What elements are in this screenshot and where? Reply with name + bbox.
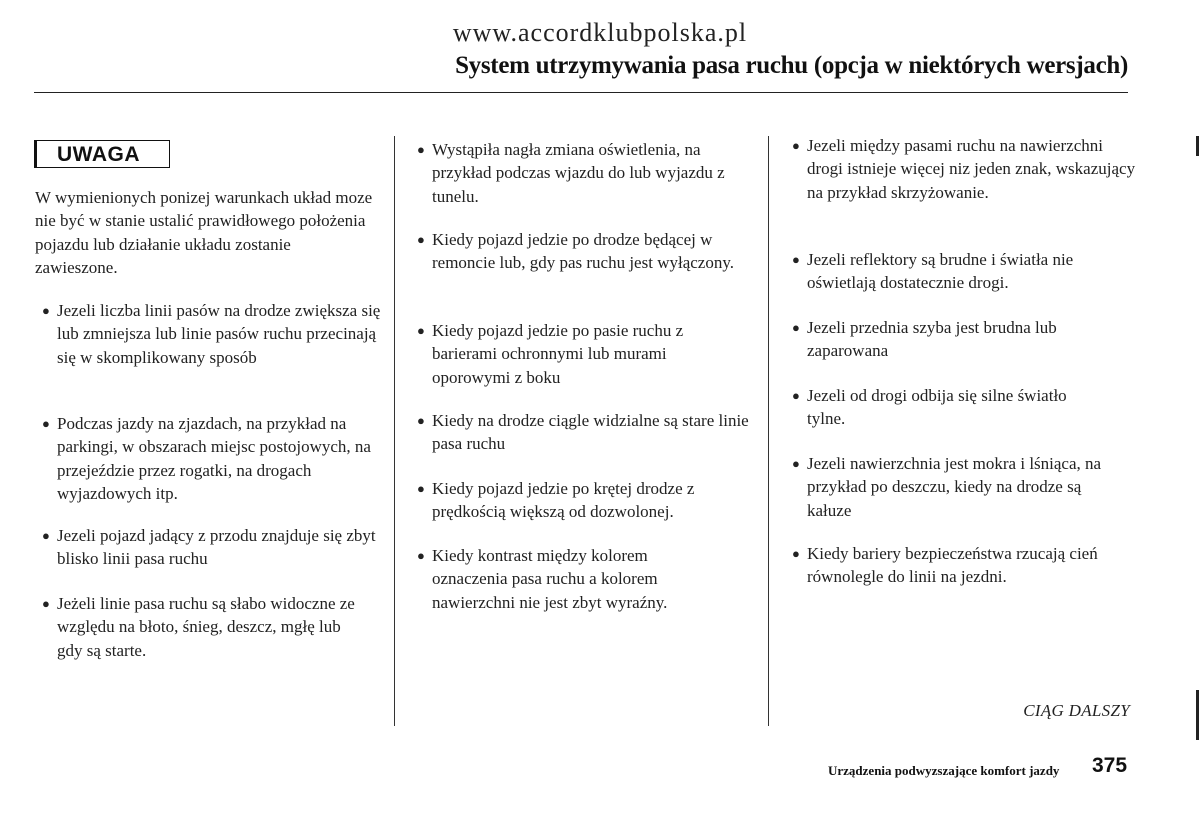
list-item-text: Kiedy pojazd jedzie po krętej drodze z prędkością większą od dozwolonej. [432,479,695,522]
list-item [417,138,759,208]
bullet-icon: ● [792,546,800,561]
continued-label: CIĄG DALSZY [1023,701,1130,720]
list-item [42,299,382,369]
page-number: 375 [1092,754,1128,777]
list-item-text: Kiedy bariery bezpieczeństwa rzucają cień równolegle do linii na jezdni. [807,544,1098,587]
bullet-icon: ● [792,456,800,471]
bullet-icon: ● [792,252,800,267]
list-item-text: Kiedy kontrast między kolorem oznaczenia pasa ruchu a kolorem nawierzchni nie jest zbyt wyraźny. [432,546,668,612]
list-item [417,477,742,524]
list-item-text: Kiedy pojazd jedzie po pasie ruchu z barierami ochronnymi lub murami oporowymi z boku [432,321,684,387]
list-item-text: Jezeli od drogi odbija się silne światło tylne. [807,386,1067,429]
bullet-icon: ● [417,548,425,563]
warning-intro: W wymienionych ponizej warunkach układ moze nie być w stanie ustalić prawidłowego położenia pojazdu lub działanie układu zostanie zawieszone. [35,188,373,277]
list-item-text: Kiedy pojazd jedzie po drodze będącej w remoncie lub, gdy pas ruchu jest wyłączony. [432,230,734,273]
column-divider-1 [394,136,395,726]
list-item-text: Jezeli nawierzchnia jest mokra i lśniąca, na przykład po deszczu, kiedy na drodze są kałuze [807,454,1102,520]
list-item [42,524,382,571]
bullet-icon: ● [792,320,800,335]
header-rule [34,92,1128,93]
list-item [417,319,737,389]
list-item-text: Jezeli reflektory są brudne i światła nie oświetlają dostatecznie drogi. [807,250,1074,293]
page-title: System utrzymywania pasa ruchu (opcja w niektórych wersjach) [455,52,1128,79]
bullet-icon: ● [792,138,800,153]
list-item-text: Kiedy na drodze ciągle widzialne są stare linie pasa ruchu [432,411,749,454]
list-item [792,316,1102,363]
footer-section-title: Urządzenia podwyzszające komfort jazdy [828,763,1060,778]
list-item [792,452,1122,522]
list-item [417,228,752,275]
bullet-icon: ● [42,528,50,543]
warning-label: UWAGA [57,143,140,166]
list-item [792,134,1137,204]
list-item [417,409,757,456]
list-item-text: Jezeli przednia szyba jest brudna lub zaparowana [807,318,1057,361]
site-url: www.accordklubpolska.pl [452,18,748,47]
column-divider-2 [768,136,769,726]
list-item-text: Podczas jazdy na zjazdach, na przykład na parkingi, w obszarach miejsc postojowych, na przejeździe przez rogatki, na drogach wyjazdowych itp. [57,414,371,503]
warning-box [34,140,170,168]
list-item-text: Jezeli między pasami ruchu na nawierzchni drogi istnieje więcej niz jeden znak, wskazujący na przykład skrzyżowanie. [807,136,1136,202]
bullet-icon: ● [42,596,50,611]
list-item [792,542,1132,589]
list-item [792,248,1127,295]
bullet-icon: ● [42,416,50,431]
bullet-icon: ● [417,323,425,338]
list-item-text: Jeżeli linie pasa ruchu są słabo widoczne ze względu na błoto, śnieg, deszcz, mgłę lub gdy są starte. [57,594,355,660]
list-item [792,384,1097,431]
list-item-text: Jezeli pojazd jadący z przodu znajduje się zbyt blisko linii pasa ruchu [57,526,376,569]
list-item [42,412,384,505]
bullet-icon: ● [417,413,425,428]
list-item [42,592,370,662]
scan-edge-mark [1196,690,1199,740]
bullet-icon: ● [417,481,425,496]
scan-edge-mark [1196,136,1199,156]
bullet-icon: ● [417,142,425,157]
bullet-icon: ● [417,232,425,247]
list-item-text: Jezeli liczba linii pasów na drodze zwiększa się lub zmniejsza lub linie pasów ruchu przecinają się w skomplikowany sposób [57,301,381,367]
bullet-icon: ● [792,388,800,403]
list-item [417,544,727,614]
list-item-text: Wystąpiła nagła zmiana oświetlenia, na przykład podczas wjazdu do lub wyjazdu z tunelu. [432,140,725,206]
bullet-icon: ● [42,303,50,318]
